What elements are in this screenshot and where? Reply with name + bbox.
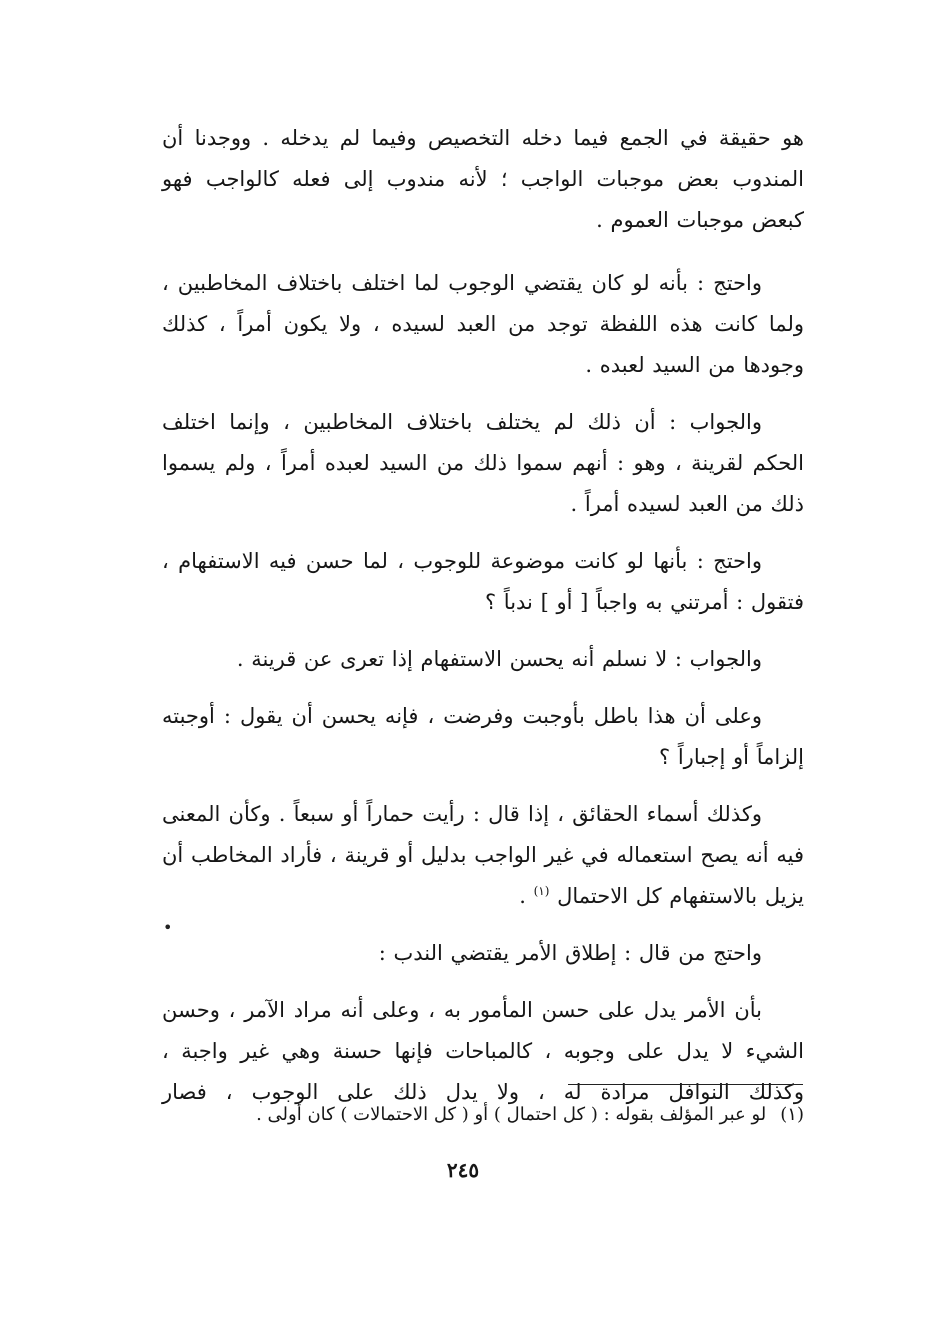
paragraph-6: وعلى أن هذا باطل بأوجبت وفرضت ، فإنه يحسن أن يقول : أوجبته إلزاماً أو إجباراً ؟ [162,704,804,769]
footnote [160,1098,804,1132]
footnote-text: لو عبر المؤلف بقوله : ( كل احتمال ) أو ( كل الاحتمالات ) كان أولى . [256,1104,767,1125]
paragraph-4: واحتج : بأنها لو كانت موضوعة للوجوب ، لما حسن فيه الاستفهام ، فتقول : أمرتني به واجباً [ أو ] ندباً ؟ [162,549,804,614]
paragraph-7-end: . [519,884,534,908]
paragraph-8: واحتج من قال : إطلاق الأمر يقتضي الندب : [378,941,762,965]
footnote-number: (١) [780,1104,804,1125]
footnote-reference: (١) [533,884,550,898]
paragraph-3: والجواب : أن ذلك لم يختلف باختلاف المخاطبين ، وإنما اختلف الحكم لقرينة ، وهو : أنهم سموا ذلك من السيد لعبده أمراً ، ولم يسموا ذلك من العبد لسيده أمراً . [162,410,804,516]
paragraph-7 [162,794,804,917]
main-text-block [162,118,804,1129]
paragraph-2: واحتج : بأنه لو كان يقتضي الوجوب لما اختلف باختلاف المخاطبين ، ولما كانت هذه اللفظة توجد من العبد لسيده ، ولا يكون أمراً ، كذلك وجودها من السيد لعبده . [162,271,804,377]
page-number: ٢٤٥ [446,1158,480,1182]
paragraph-5: والجواب : لا نسلم أنه يحسن الاستفهام إذا تعرى عن قرينة . [236,647,762,671]
paragraph-7-text: وكذلك أسماء الحقائق ، إذا قال : رأيت حماراً أو سبعاً . وكأن المعنى فيه أنه يصح استعماله في غير الواجب بدليل أو قرينة ، فأراد المخاطب أن يزيل بالاستفهام كل الاحتمال [162,802,805,908]
paragraph-1: هو حقيقة في الجمع فيما دخله التخصيص وفيما لم يدخله . ووجدنا أن المندوب بعض موجبات الواجب ؛ لأنه مندوب إلى فعله كالواجب فهو كبعض موجبات العموم . [162,126,804,232]
paragraph-9: بأن الأمر يدل على حسن المأمور به ، وعلى أنه مراد الآمر ، وحسن الشيء لا يدل على وجوبه ، كالمباحات فإنها حسنة وهي غير واجبة ، وكذلك النوافل مرادة له ، ولا يدل ذلك على الوجوب ، فصار [162,998,804,1104]
margin-dot: • [163,918,173,937]
footnote-separator [568,1084,803,1085]
